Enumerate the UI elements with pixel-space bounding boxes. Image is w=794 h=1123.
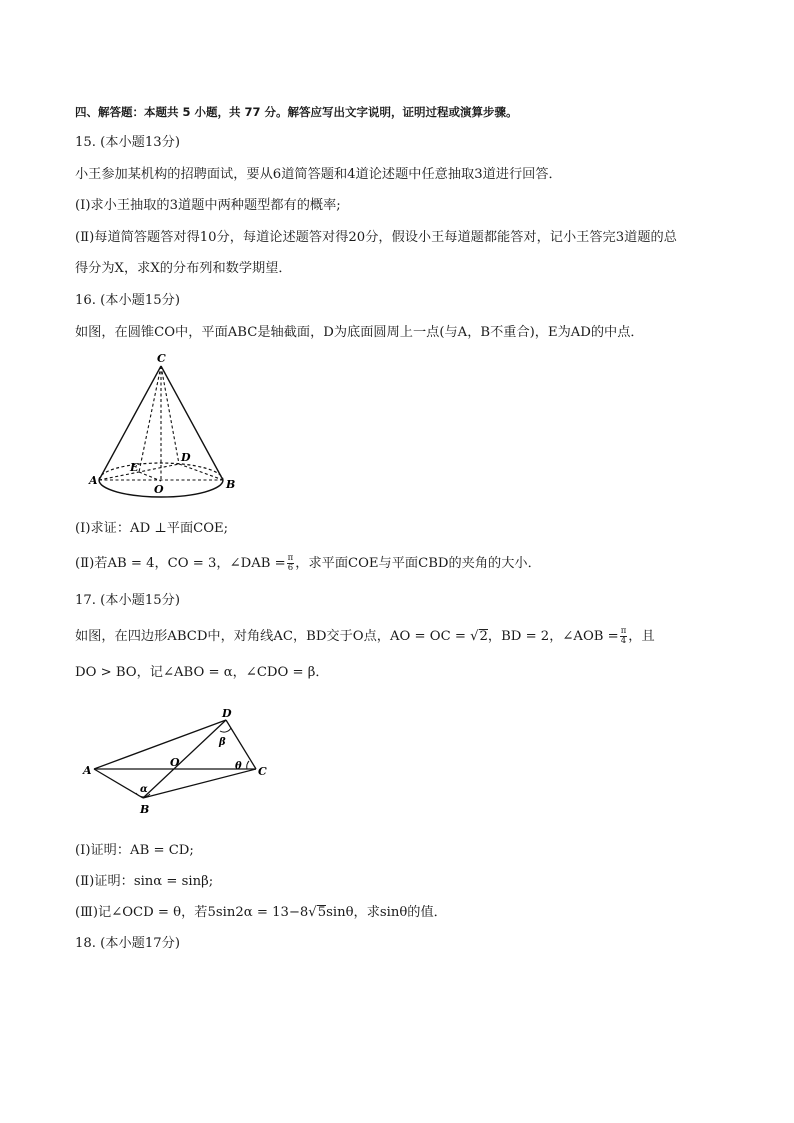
q16-frac-num: π xyxy=(287,553,294,563)
label-o: O xyxy=(170,756,180,769)
cone-edge-cd xyxy=(161,366,179,464)
cone-figure xyxy=(85,350,245,505)
label-b: B xyxy=(226,478,236,491)
q15-part2-line1: (Ⅱ)每道简答题答对得10分，每道论述题答对得20分，假设小王每道题都能答对，记小王答完3道题的总 xyxy=(75,230,677,245)
q17-stem-line1: 如图，在四边形ABCD中，对角线AC，BD交于O点，AO = OC = √2，BD = 2，∠AOB = $\frac{\pi}{4}$ ，且 xyxy=(75,626,655,646)
label-c: C xyxy=(157,352,166,365)
q15-part1: (Ⅰ)求小王抽取的3道题中两种题型都有的概率; xyxy=(75,198,341,213)
q17-part1: (Ⅰ)证明：AB = CD; xyxy=(75,843,194,858)
q16-part2-suffix: ，求平面COE与平面CBD的夹角的大小． xyxy=(295,556,541,571)
cone-edge-ce xyxy=(139,366,161,472)
angle-theta-arc xyxy=(247,761,249,769)
q18-title: 18. (本小题17分) xyxy=(75,936,180,951)
label-theta: θ xyxy=(235,761,242,772)
label-alpha: α xyxy=(140,784,148,795)
q16-fraction xyxy=(287,554,295,573)
side-bc xyxy=(143,769,256,798)
cone-edge-cb xyxy=(161,366,223,480)
q17-stem-line2: DO > BO，记∠ABO = α，∠CDO = β． xyxy=(75,665,329,680)
q15-part2-line2: 得分为X，求X的分布列和数学期望． xyxy=(75,261,292,276)
q17-part3-suffix: sinθ，求sinθ的值． xyxy=(326,905,447,920)
q16-part2 xyxy=(75,554,541,574)
q17-part3: (Ⅲ)记∠OCD = θ，若5sin2α = 13−8√5sinθ，求sinθ的值． xyxy=(75,905,447,920)
side-ab xyxy=(94,769,143,798)
q17-part3-prefix: (Ⅲ)记∠OCD = θ，若5sin2α = 13−8 xyxy=(75,905,309,920)
q17-frac-den: 4 xyxy=(620,636,627,646)
q17-stem-prefix: 如图，在四边形ABCD中，对角线AC，BD交于O点，AO = OC = xyxy=(75,629,466,644)
angle-beta-arc xyxy=(220,728,231,732)
q17-part2: (Ⅱ)证明：sinα = sinβ; xyxy=(75,874,214,889)
q16-part2-prefix: (Ⅱ)若AB = 4，CO = 3，∠DAB = xyxy=(75,556,286,571)
label-c: C xyxy=(258,765,267,778)
diagonal-bd xyxy=(143,720,226,798)
q15-stem: 小王参加某机构的招聘面试，要从6道简答题和4道论述题中任意抽取3道进行回答． xyxy=(75,167,562,182)
q16-title: 16. (本小题15分) xyxy=(75,293,180,308)
q16-frac-den: 6 xyxy=(287,563,294,573)
q17-stem-suffix: ，且 xyxy=(628,629,655,644)
q17-part3-radicand: 5 xyxy=(317,905,327,920)
q17-stem-mid: ，BD = 2，∠AOB = xyxy=(487,629,619,644)
section-header: 四、解答题：本题共 5 小题，共 77 分。解答应写出文字说明，证明过程或演算步骤。 xyxy=(75,105,518,119)
label-a: A xyxy=(83,764,92,777)
label-b: B xyxy=(140,803,150,816)
q16-part1: (Ⅰ)求证：AD ⊥平面COE; xyxy=(75,521,229,536)
quadrilateral-figure xyxy=(80,705,280,820)
q17-fraction xyxy=(620,627,628,646)
q16-stem: 如图，在圆锥CO中，平面ABC是轴截面，D为底面圆周上一点(与A，B不重合)，E为AD的中点． xyxy=(75,325,644,340)
side-ad xyxy=(94,720,226,769)
label-d: D xyxy=(181,451,191,464)
label-e: E xyxy=(130,461,139,474)
label-a: A xyxy=(89,474,98,487)
label-d: D xyxy=(222,707,232,720)
q15-title: 15. (本小题13分) xyxy=(75,135,180,150)
q17-title: 17. (本小题15分) xyxy=(75,593,180,608)
q17-sqrt-radicand: 2 xyxy=(479,629,488,644)
label-beta: β xyxy=(219,737,226,748)
label-o: O xyxy=(154,483,164,496)
q17-frac-num: π xyxy=(620,626,627,636)
